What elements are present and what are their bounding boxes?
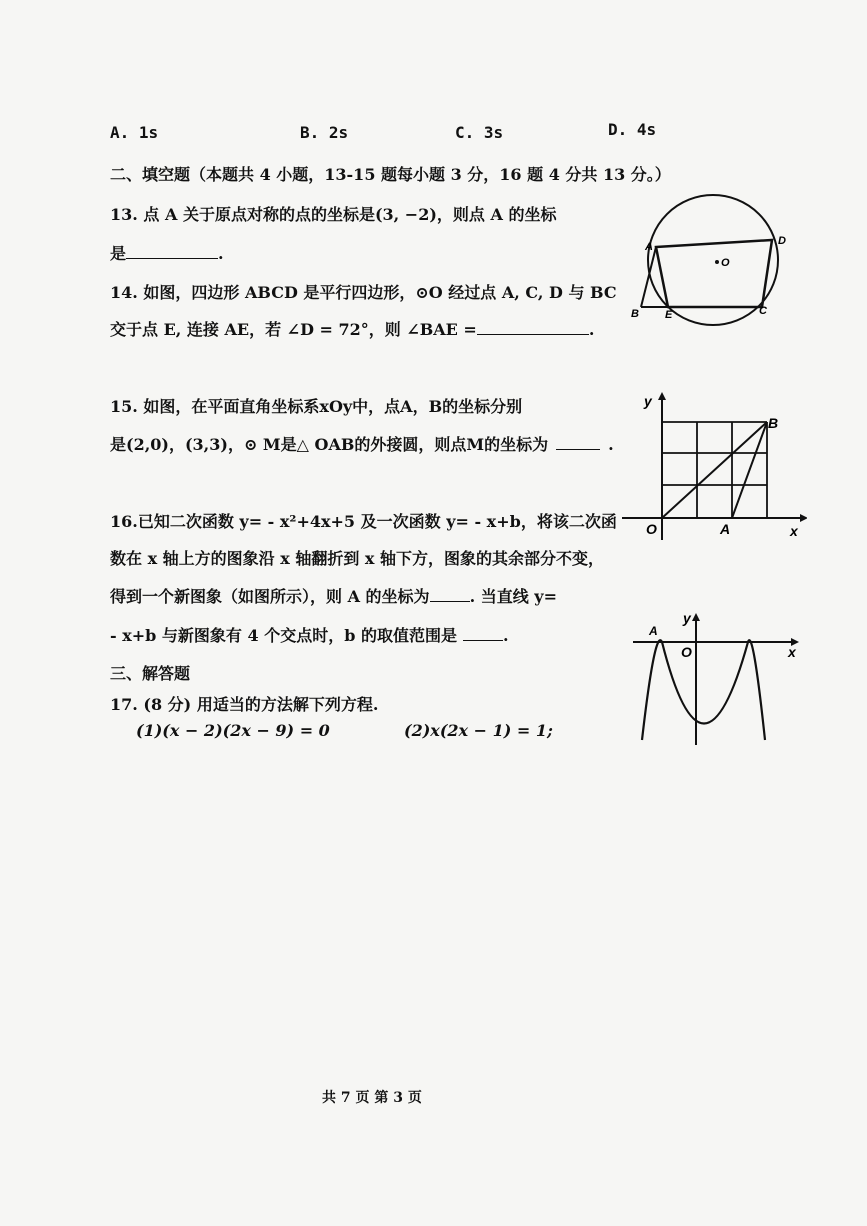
- label-y: y: [644, 393, 652, 409]
- label-o: O: [681, 644, 692, 660]
- q14-suffix: .: [588, 320, 595, 339]
- q16-line3: [110, 584, 557, 607]
- option-a: A. 1s: [110, 123, 159, 142]
- section2-heading: 二、填空题（本题共 4 小题，13-15 题每小题 3 分，16 题 4 分共 13 分。）: [110, 165, 671, 184]
- q14-prefix: 交于点 E, 连接 AE，若 ∠D = 72°，则 ∠BAE =: [110, 320, 477, 339]
- q16-line3-suffix: . 当直线 y=: [469, 587, 557, 606]
- q14-line2: [110, 317, 594, 340]
- q16-line1: 16.已知二次函数 y= - x²+4x+5 及一次函数 y= - x+b，将该二次函: [110, 512, 617, 531]
- x-axis-arrow: [800, 514, 807, 522]
- q15-line1: 15. 如图，在平面直角坐标系xOy中，点A，B的坐标分别: [110, 397, 523, 416]
- q15-prefix: 是(2,0)，(3,3)，⊙ M是△ OAB的外接圆，则点M的坐标为: [110, 435, 549, 454]
- label-e: E: [665, 309, 673, 321]
- q16-line3-prefix: 得到一个新图象（如图所示），则 A 的坐标为: [110, 587, 430, 606]
- q16-line4-suffix: .: [502, 626, 509, 645]
- q13-line1: 13. 点 A 关于原点对称的点的坐标是(3, −2)，则点 A 的坐标: [110, 205, 557, 224]
- q16-blank-2: [463, 626, 503, 641]
- label-o: O: [646, 521, 657, 537]
- label-a: A: [720, 521, 731, 537]
- q13-suffix: .: [218, 244, 224, 263]
- q16-line2: 数在 x 轴上方的图象沿 x 轴翻折到 x 轴下方，图象的其余部分不变，: [110, 549, 605, 568]
- label-x: x: [790, 523, 798, 539]
- parallelogram-abcd: [656, 240, 772, 307]
- label-a: A: [645, 241, 653, 253]
- q16-blank-1: [430, 587, 470, 602]
- folded-parabola: [642, 640, 765, 740]
- option-d: D. 4s: [608, 120, 657, 139]
- q14-answer-blank: [477, 320, 589, 335]
- q15-answer-blank: [556, 435, 600, 450]
- q14-figure: [625, 190, 800, 330]
- label-y: y: [683, 610, 691, 626]
- q17-line1: 17. (8 分) 用适当的方法解下列方程.: [110, 695, 379, 714]
- page-footer: 共 7 页 第 3 页: [322, 1090, 422, 1106]
- label-c: C: [759, 305, 767, 317]
- label-b: B: [631, 308, 639, 320]
- q15-line2: [110, 432, 614, 455]
- y-axis-arrow: [692, 613, 700, 621]
- q15-suffix: .: [608, 435, 614, 454]
- q16-figure: [625, 605, 805, 745]
- label-d: D: [778, 235, 786, 247]
- label-x: x: [788, 644, 796, 660]
- q17-equation-2: (2)x(2x − 1) = 1;: [404, 721, 553, 740]
- section3-heading: 三、解答题: [110, 664, 191, 683]
- q13-answer-blank: [126, 244, 218, 259]
- q15-figure: [622, 390, 807, 540]
- q16-line4-prefix: - x+b 与新图象有 4 个交点时，b 的取值范围是: [110, 626, 457, 645]
- label-o: O: [721, 257, 730, 269]
- y-axis-arrow: [658, 392, 666, 400]
- label-b: B: [768, 415, 779, 431]
- q13-prefix: 是: [110, 244, 127, 263]
- q17-equation-1: (1)(x − 2)(2x − 9) = 0: [136, 721, 330, 740]
- center-point-o: [715, 260, 719, 264]
- option-b: B. 2s: [300, 123, 349, 142]
- q14-line1: 14. 如图，四边形 ABCD 是平行四边形，⊙O 经过点 A, C, D 与 BC: [110, 283, 617, 302]
- q13-line2: [110, 241, 224, 264]
- label-a: A: [649, 624, 658, 638]
- segment-ob: [662, 422, 767, 518]
- option-c: C. 3s: [455, 123, 504, 142]
- q16-line4: [110, 623, 509, 646]
- segment-ab: [732, 422, 767, 518]
